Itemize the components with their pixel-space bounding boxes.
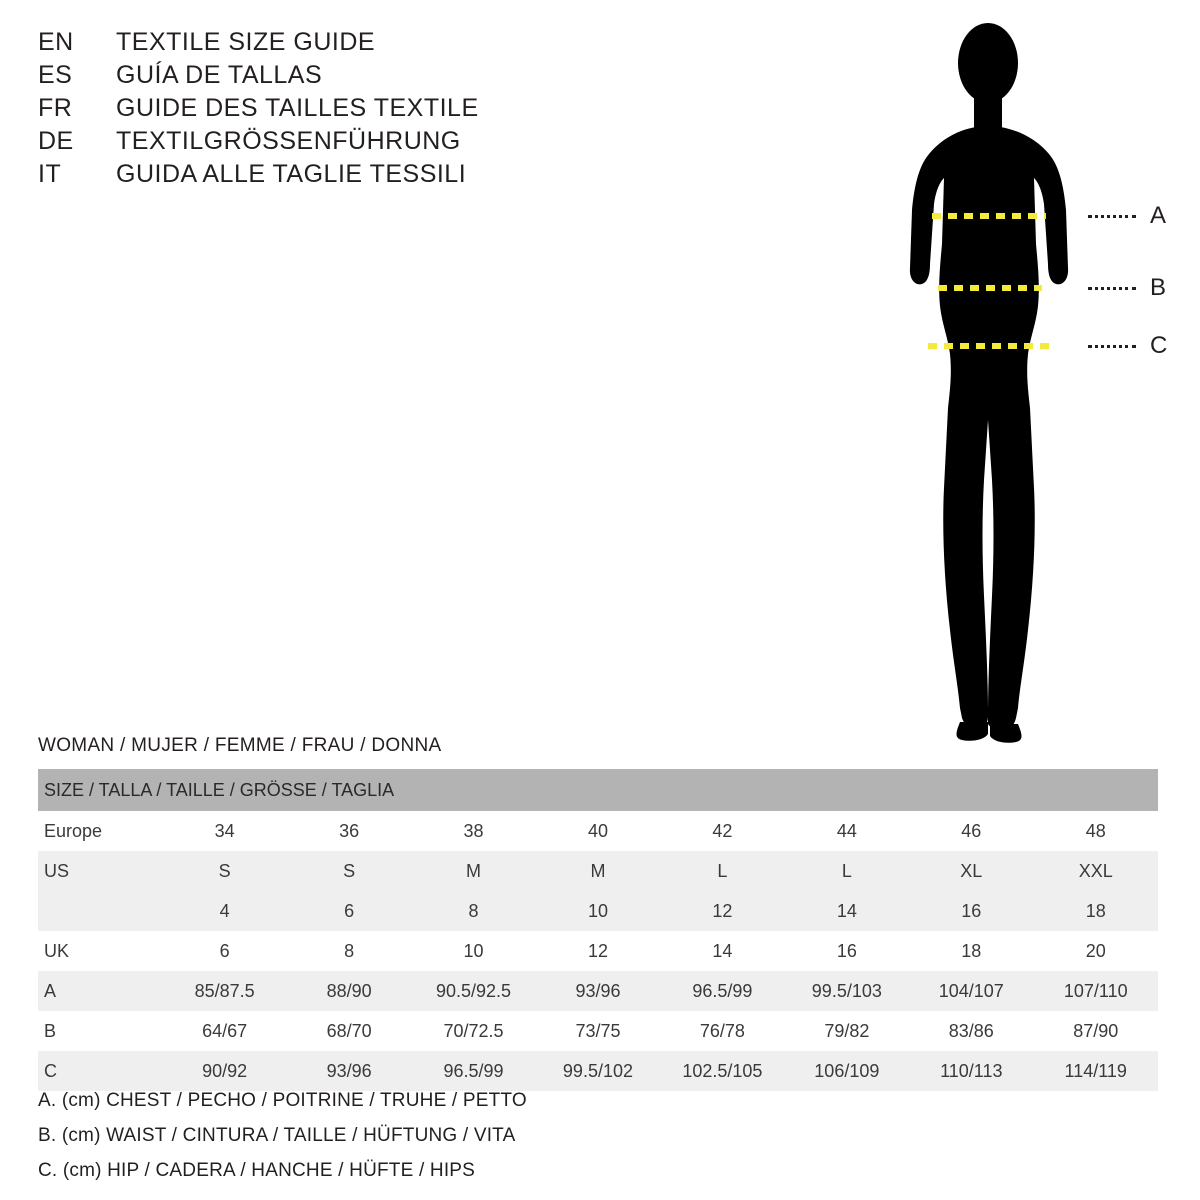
cell: 76/78	[660, 1011, 784, 1051]
cell: L	[660, 851, 784, 891]
cell: 46	[909, 811, 1033, 851]
cell: 42	[660, 811, 784, 851]
size-table	[38, 769, 1158, 1091]
language-code-de: DE	[38, 127, 74, 155]
cell: 4	[162, 891, 286, 931]
cell: S	[287, 851, 411, 891]
cell: M	[536, 851, 660, 891]
table-row	[38, 931, 1158, 971]
title-text-de: TEXTILGRÖSSENFÜHRUNG	[116, 127, 461, 155]
cell: 8	[411, 891, 535, 931]
title-row-en	[38, 28, 598, 57]
cell: 64/67	[162, 1011, 286, 1051]
table-header-label: SIZE / TALLA / TAILLE / GRÖSSE / TAGLIA	[38, 769, 1158, 811]
cell: 96.5/99	[411, 1051, 535, 1091]
cell: 10	[536, 891, 660, 931]
cell: 12	[660, 891, 784, 931]
marker-c-dashed-line	[1088, 345, 1136, 348]
title-row-de	[38, 127, 598, 156]
marker-c	[1088, 332, 1168, 359]
language-code-fr: FR	[38, 94, 73, 122]
title-row-it	[38, 160, 598, 189]
legend-line-b: B. (cm) WAIST / CINTURA / TAILLE / HÜFTUNG / VITA	[38, 1125, 516, 1146]
cell: 99.5/103	[785, 971, 909, 1011]
cell: 68/70	[287, 1011, 411, 1051]
cell: 34	[162, 811, 286, 851]
cell: 73/75	[536, 1011, 660, 1051]
cell: 102.5/105	[660, 1051, 784, 1091]
cell: 48	[1034, 811, 1159, 851]
cell: L	[785, 851, 909, 891]
cell: 36	[287, 811, 411, 851]
marker-b-label: B	[1150, 274, 1167, 301]
row-label: C	[38, 1051, 162, 1091]
cell: XXL	[1034, 851, 1159, 891]
cell: 14	[660, 931, 784, 971]
cell: 85/87.5	[162, 971, 286, 1011]
cell: 16	[785, 931, 909, 971]
row-label: B	[38, 1011, 162, 1051]
cell: 70/72.5	[411, 1011, 535, 1051]
female-silhouette-figure	[860, 18, 1180, 748]
cell: 18	[909, 931, 1033, 971]
title-row-es	[38, 61, 598, 90]
language-code-es: ES	[38, 61, 73, 89]
cell: 96.5/99	[660, 971, 784, 1011]
cell: 99.5/102	[536, 1051, 660, 1091]
cell: 10	[411, 931, 535, 971]
cell: 16	[909, 891, 1033, 931]
legend-line-a: A. (cm) CHEST / PECHO / POITRINE / TRUHE / PETTO	[38, 1090, 527, 1111]
cell: 18	[1034, 891, 1159, 931]
cell: 12	[536, 931, 660, 971]
cell: 79/82	[785, 1011, 909, 1051]
table-header-row	[38, 769, 1158, 811]
cell: 44	[785, 811, 909, 851]
cell: 90/92	[162, 1051, 286, 1091]
title-row-fr	[38, 94, 598, 123]
legend-block	[38, 1090, 938, 1195]
marker-a-dashed-line	[1088, 215, 1136, 218]
table-row	[38, 1051, 1158, 1091]
cell: 110/113	[909, 1051, 1033, 1091]
table-row	[38, 971, 1158, 1011]
title-text-en: TEXTILE SIZE GUIDE	[116, 28, 376, 56]
title-text-es: GUÍA DE TALLAS	[116, 61, 323, 89]
row-label: US	[38, 851, 162, 891]
cell: 14	[785, 891, 909, 931]
table-row	[38, 811, 1158, 851]
cell: 8	[287, 931, 411, 971]
cell: M	[411, 851, 535, 891]
cell: 106/109	[785, 1051, 909, 1091]
marker-a-label: A	[1150, 202, 1167, 229]
cell: 90.5/92.5	[411, 971, 535, 1011]
language-code-en: EN	[38, 28, 74, 56]
title-text-fr: GUIDE DES TAILLES TEXTILE	[116, 94, 479, 122]
title-text-it: GUIDA ALLE TAGLIE TESSILI	[116, 160, 467, 188]
table-caption: WOMAN / MUJER / FEMME / FRAU / DONNA	[38, 735, 442, 756]
title-block	[38, 28, 598, 193]
cell: 104/107	[909, 971, 1033, 1011]
cell: 93/96	[536, 971, 660, 1011]
size-table-section	[38, 735, 1158, 1091]
marker-c-label: C	[1150, 332, 1168, 359]
cell: XL	[909, 851, 1033, 891]
table-row	[38, 1011, 1158, 1051]
cell: 87/90	[1034, 1011, 1159, 1051]
row-label: A	[38, 971, 162, 1011]
silhouette-svg	[860, 18, 1180, 748]
cell: 114/119	[1034, 1051, 1159, 1091]
marker-a	[1088, 202, 1167, 229]
row-label: Europe	[38, 811, 162, 851]
cell: 40	[536, 811, 660, 851]
cell: 93/96	[287, 1051, 411, 1091]
language-code-it: IT	[38, 160, 62, 188]
marker-b	[1088, 274, 1167, 301]
cell: 88/90	[287, 971, 411, 1011]
cell: 6	[287, 891, 411, 931]
cell: 6	[162, 931, 286, 971]
cell: 20	[1034, 931, 1159, 971]
cell: S	[162, 851, 286, 891]
marker-b-dashed-line	[1088, 287, 1136, 290]
size-table-body	[38, 769, 1158, 1091]
row-label	[38, 891, 162, 931]
cell: 38	[411, 811, 535, 851]
cell: 107/110	[1034, 971, 1159, 1011]
cell: 83/86	[909, 1011, 1033, 1051]
row-label: UK	[38, 931, 162, 971]
table-row	[38, 891, 1158, 931]
legend-line-c: C. (cm) HIP / CADERA / HANCHE / HÜFTE / HIPS	[38, 1160, 476, 1181]
table-row	[38, 851, 1158, 891]
